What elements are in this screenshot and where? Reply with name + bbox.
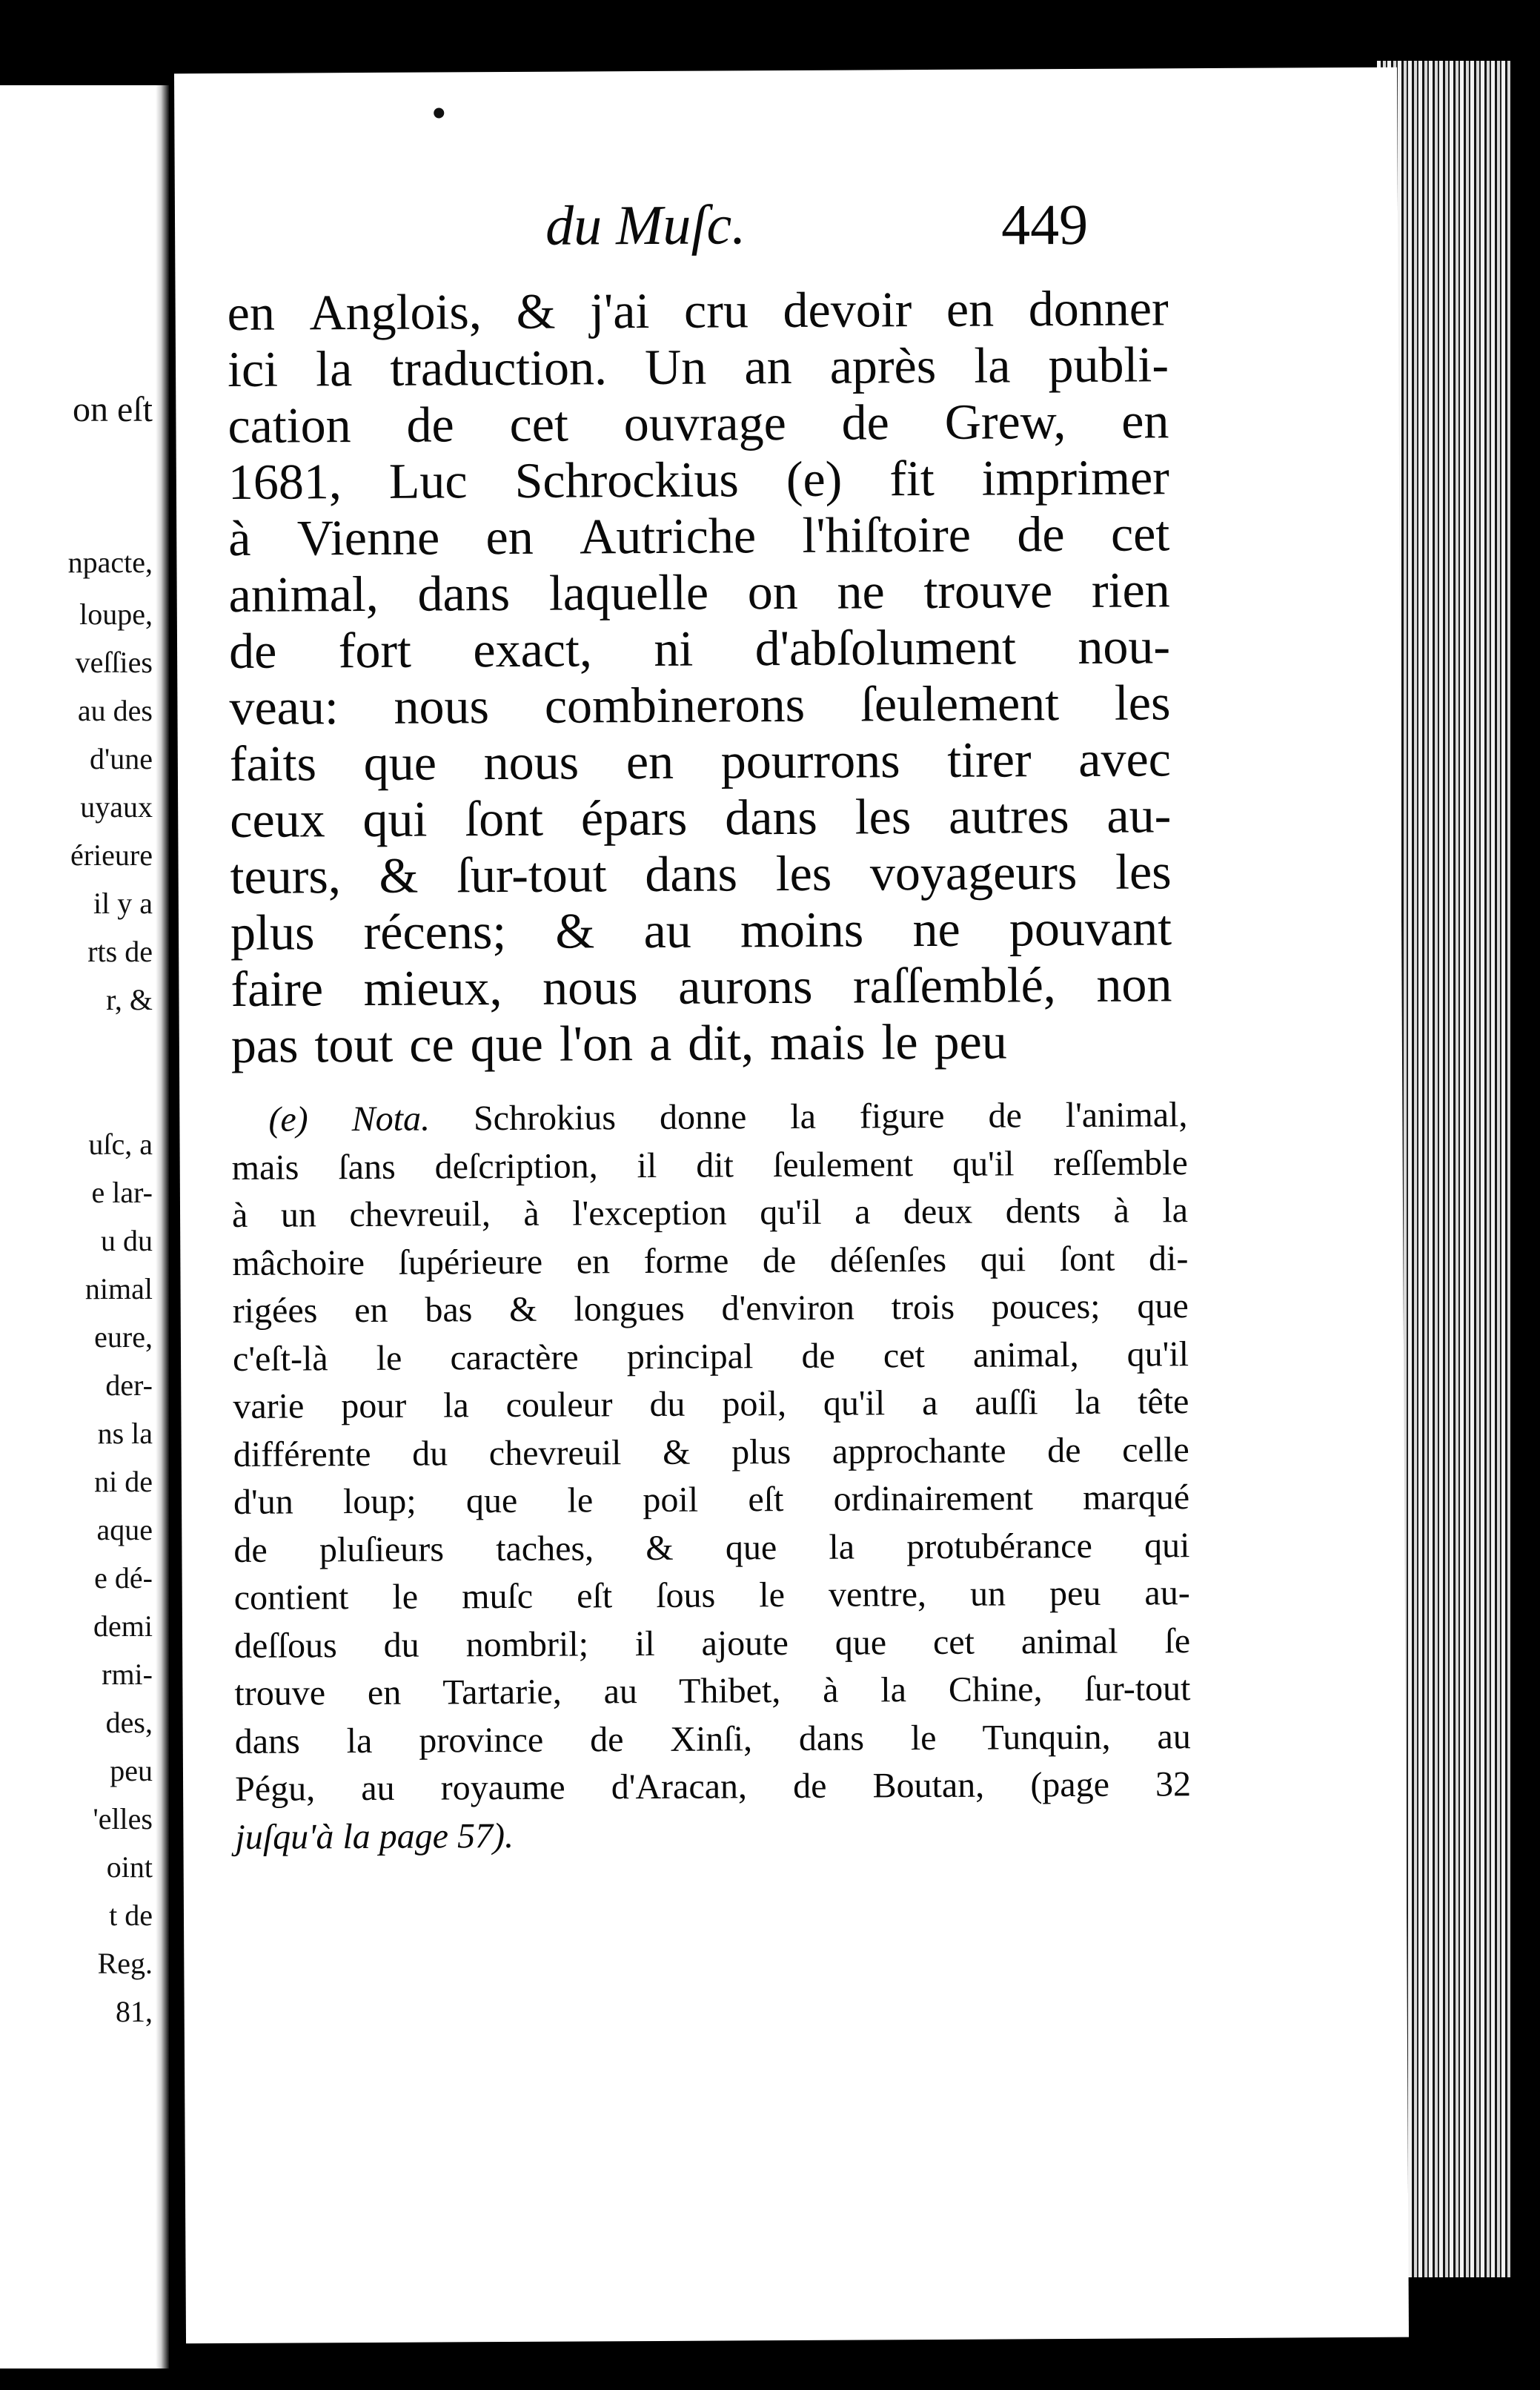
left-page-fragment: der- bbox=[105, 1368, 153, 1402]
left-page-fragment: veſſies bbox=[75, 646, 153, 679]
right-page bbox=[174, 67, 1409, 2344]
page-number: 449 bbox=[1000, 191, 1089, 257]
left-page-fragment: uſc, a bbox=[88, 1128, 153, 1161]
left-page-fragment: rts de bbox=[87, 935, 153, 968]
footnote-line: c'eſt-là le caractère principal de cet animal, qu'il bbox=[232, 1334, 1189, 1379]
left-page-fragment: rmi- bbox=[102, 1658, 153, 1691]
footnote-line: Pégu, au royaume d'Aracan, de Boutan, (page 32 bbox=[234, 1764, 1192, 1809]
left-page-fragment: e dé- bbox=[94, 1561, 153, 1595]
footnote-line: à un chevreuil, à l'exception qu'il a deux dents à la bbox=[231, 1191, 1189, 1235]
text-line: de fort exact, ni d'abſolument nou- bbox=[228, 618, 1171, 679]
footnote-line: dans la province de Xinſi, dans le Tunquin, au bbox=[234, 1716, 1191, 1761]
text-line: à Vienne en Autriche l'hiſtoire de cet bbox=[228, 505, 1170, 566]
footnote-line: d'un loup; que le poil eſt ordinairement marqué bbox=[233, 1477, 1190, 1522]
left-page-fragment: t de bbox=[109, 1899, 153, 1932]
text-line: animal, dans laquelle on ne trouve rien bbox=[228, 561, 1170, 623]
text-line: faits que nous en pourrons tirer avec bbox=[229, 730, 1172, 792]
text-line: en Anglois, & j'ai cru devoir en donner bbox=[227, 279, 1169, 341]
text-line: plus récens; & au moins ne pouvant bbox=[230, 899, 1172, 961]
ink-speck bbox=[434, 107, 444, 118]
page-header bbox=[175, 190, 1398, 278]
footnote-line: mâchoire ſupérieure en forme de déſenſes qui ſont di- bbox=[232, 1238, 1189, 1283]
footnote-line: contient le muſc eſt ſous le ventre, un peu au- bbox=[233, 1573, 1190, 1618]
left-page-fragment: r, & bbox=[106, 983, 153, 1016]
left-page-fragment: ni de bbox=[94, 1465, 153, 1498]
footnote-line: différente du chevreuil & plus approchante de celle bbox=[233, 1429, 1189, 1474]
left-page-fragment: 81, bbox=[116, 1995, 153, 2028]
left-page-fragment: il y a bbox=[93, 887, 153, 920]
footnote-line: varie pour la couleur du poil, qu'il a auſſi la tête bbox=[233, 1382, 1189, 1426]
text-line: teurs, & ſur-tout dans les voyageurs les bbox=[230, 843, 1172, 904]
text-line: ceux qui ſont épars dans les autres au- bbox=[230, 787, 1172, 848]
left-page-fragment: érieure bbox=[70, 838, 153, 872]
footnote-line: deſſous du nombril; il ajoute que cet animal ſe bbox=[233, 1621, 1191, 1666]
footnote-line bbox=[231, 1091, 1187, 1144]
text-line: ici la traduction. Un an après la publi- bbox=[227, 336, 1169, 397]
left-page-fragment: e lar- bbox=[91, 1176, 153, 1209]
text-line: veau: nous combinerons ſeulement les bbox=[229, 674, 1171, 735]
footnote-line: rigées en bas & longues d'environ trois pouces; que bbox=[232, 1286, 1189, 1331]
left-page-fragment: on eſt bbox=[73, 390, 153, 429]
footnote-marker: (e) Nota. bbox=[268, 1099, 431, 1139]
left-page-fragment: ns la bbox=[97, 1417, 153, 1450]
footnote-line: juſqu'à la page 57). bbox=[235, 1815, 514, 1857]
text-line: cation de cet ouvrage de Grew, en bbox=[228, 392, 1169, 454]
left-page-gutter bbox=[156, 85, 169, 2369]
left-page bbox=[0, 85, 169, 2369]
left-page-fragment: peu bbox=[110, 1754, 153, 1787]
text-line: pas tout ce que l'on a dit, mais le peu bbox=[230, 1013, 1007, 1073]
left-page-fragment: demi bbox=[93, 1609, 153, 1643]
footnote bbox=[231, 1091, 1191, 1861]
left-page-fragment: npacte, bbox=[67, 546, 153, 579]
footnote-text: Schrokius donne la figure de l'animal, bbox=[473, 1095, 1188, 1139]
left-page-fragment: uyaux bbox=[80, 790, 153, 824]
text-line: faire mieux, nous aurons raſſemblé, non bbox=[230, 956, 1172, 1017]
left-page-fragment: Reg. bbox=[97, 1947, 153, 1980]
left-page-fragment: eure, bbox=[94, 1320, 153, 1354]
text-line: 1681, Luc Schrockius (e) fit imprimer bbox=[228, 448, 1170, 510]
left-page-fragment: nimal bbox=[84, 1272, 153, 1305]
running-title: du Muſc. bbox=[545, 193, 746, 257]
left-page-fragment: aque bbox=[96, 1513, 153, 1546]
footnote-line: mais ſans deſcription, il dit ſeulement qu'il reſſemble bbox=[231, 1142, 1188, 1188]
left-page-fragment: 'elles bbox=[93, 1802, 153, 1835]
left-page-fragment: d'une bbox=[90, 742, 153, 775]
body-text bbox=[227, 279, 1172, 1073]
footnote-line: trouve en Tartarie, au Thibet, à la Chine, ſur-tout bbox=[234, 1669, 1191, 1713]
left-page-fragment: oint bbox=[106, 1850, 153, 1884]
left-page-fragment: au des bbox=[77, 694, 153, 727]
footnote-line: de pluſieurs taches, & que la protubérance qui bbox=[233, 1525, 1190, 1570]
left-page-fragment: u du bbox=[101, 1224, 153, 1257]
left-page-fragment: des, bbox=[105, 1706, 153, 1739]
left-page-fragment: loupe, bbox=[79, 598, 153, 631]
